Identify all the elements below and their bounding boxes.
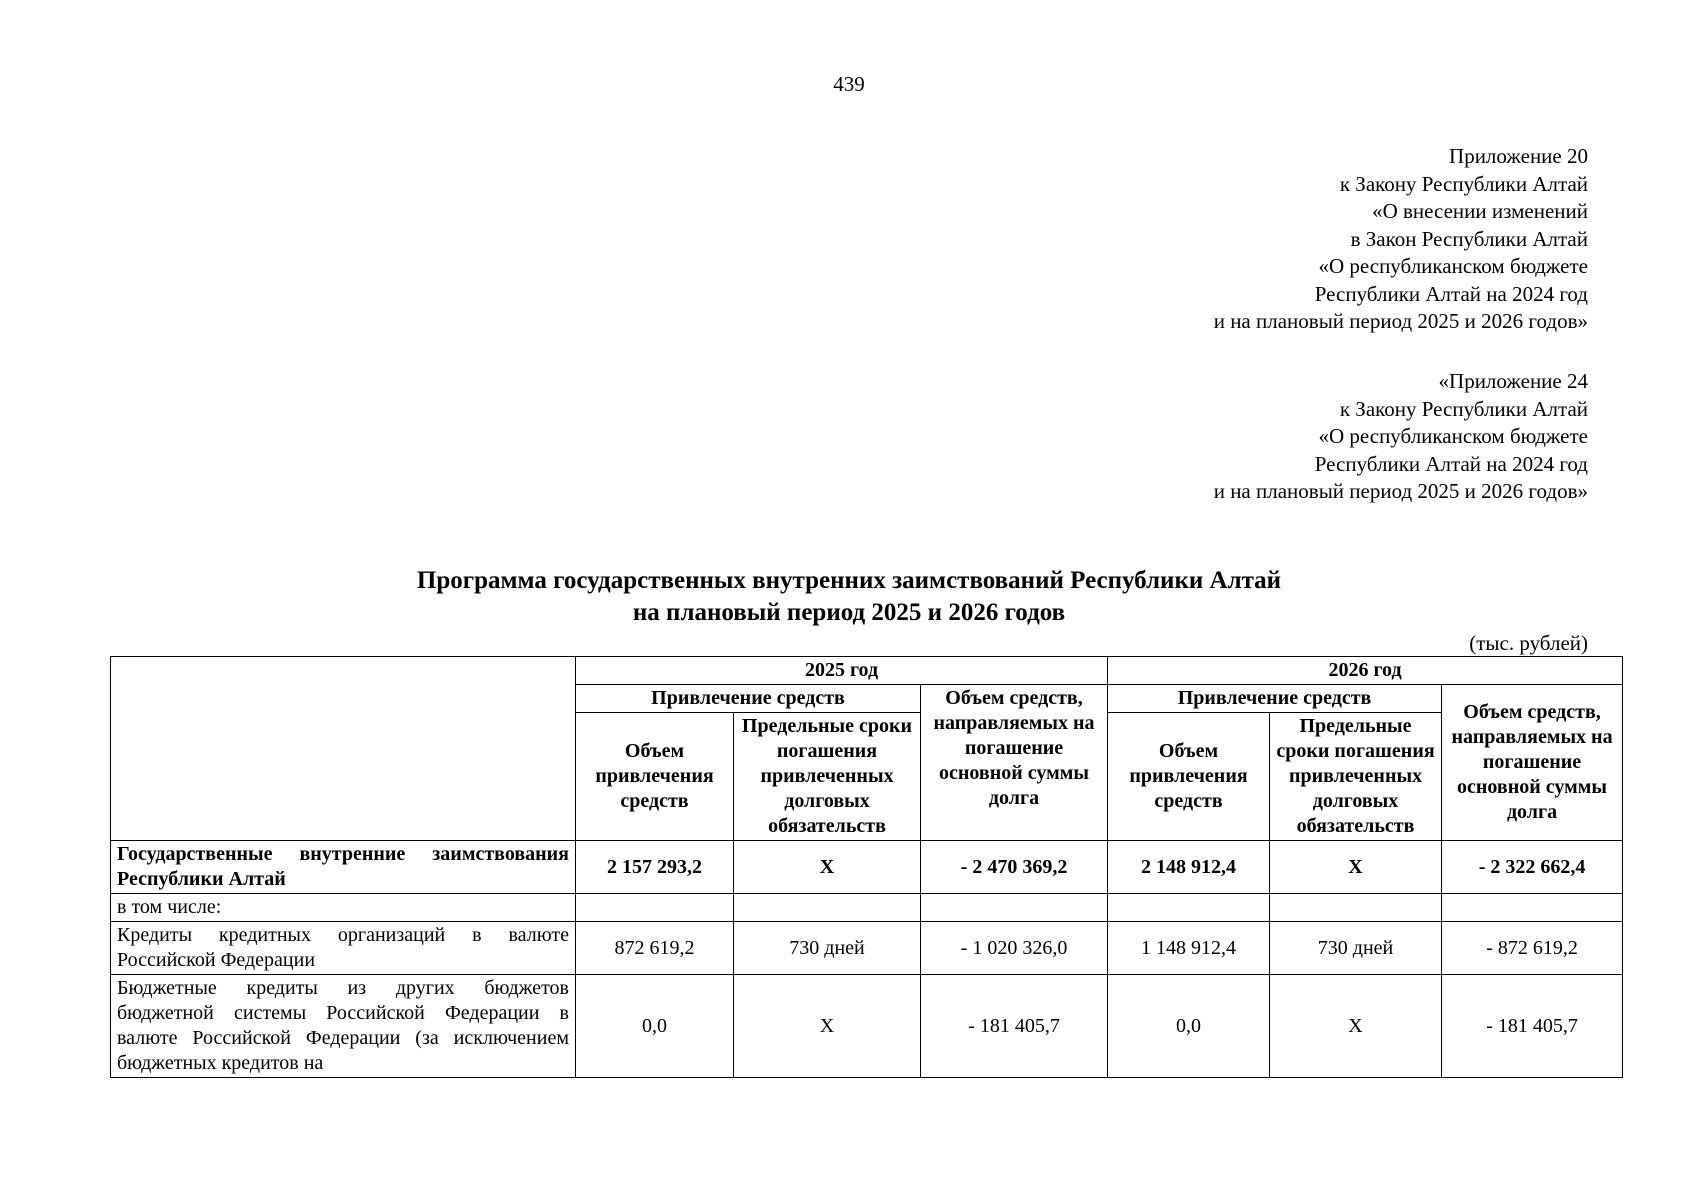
cell-terms-2025: Х — [734, 841, 921, 894]
cell-repayment-2025: - 2 470 369,2 — [921, 841, 1108, 894]
cell-volume-2025: 872 619,2 — [576, 922, 734, 975]
appendix-line: к Закону Республики Алтай — [1339, 171, 1588, 196]
header-row-years — [111, 657, 1623, 685]
cell-terms-2025 — [734, 894, 921, 922]
row-label: Бюджетные кредиты из других бюджетов бюджетной системы Российской Федерации в валюте Российской Федерации (за исключением бюджетных кредитов на — [111, 975, 576, 1078]
table-row-bank-credits — [111, 922, 1623, 975]
cell-repayment-2026: - 181 405,7 — [1442, 975, 1623, 1078]
cell-repayment-2025 — [921, 894, 1108, 922]
row-label: Государственные внутренние заимствования Республики Алтай — [111, 841, 576, 894]
cell-volume-2026 — [1108, 894, 1270, 922]
header-year-2025: 2025 год — [576, 657, 1108, 685]
header-terms-2026: Предельные сроки погашения привлеченных долговых обязательств — [1270, 713, 1442, 841]
cell-repayment-2026 — [1442, 894, 1623, 922]
cell-repayment-2026: - 872 619,2 — [1442, 922, 1623, 975]
appendix-line: в Закон Республики Алтай — [1350, 226, 1588, 251]
cell-terms-2025: Х — [734, 975, 921, 1078]
row-label: Кредиты кредитных организаций в валюте Российской Федерации — [111, 922, 576, 975]
appendix-line: «О республиканском бюджете — [1318, 424, 1588, 448]
table-row-including — [111, 894, 1623, 922]
table-row-budget-credits — [111, 975, 1623, 1078]
appendix-current-header — [1214, 143, 1588, 336]
row-label: в том числе: — [111, 894, 576, 922]
appendix-line: «О республиканском бюджете — [1318, 254, 1588, 278]
appendix-line: Республики Алтай на 2024 год — [1314, 281, 1588, 306]
header-terms-2025: Предельные сроки погашения привлеченных долговых обязательств — [734, 713, 921, 841]
cell-volume-2025 — [576, 894, 734, 922]
title-line: на плановый период 2025 и 2026 годов — [632, 599, 1066, 626]
header-attraction-2026: Привлечение средств — [1108, 685, 1442, 713]
appendix-line: «Приложение 24 — [1438, 369, 1588, 393]
appendix-line: «О внесении изменений — [1372, 199, 1588, 223]
cell-terms-2026: 730 дней — [1270, 922, 1442, 975]
cell-repayment-2026: - 2 322 662,4 — [1442, 841, 1623, 894]
cell-volume-2026: 1 148 912,4 — [1108, 922, 1270, 975]
document-title — [0, 565, 1698, 629]
cell-volume-2025: 2 157 293,2 — [576, 841, 734, 894]
header-volume-2025: Объем привлечения средств — [576, 713, 734, 841]
header-repayment-2025: Объем средств, направляемых на погашение основной суммы долга — [921, 685, 1108, 841]
units-label: (тыс. рублей) — [1469, 631, 1588, 655]
cell-repayment-2025: - 1 020 326,0 — [921, 922, 1108, 975]
header-volume-2026: Объем привлечения средств — [1108, 713, 1270, 841]
header-year-2026: 2026 год — [1108, 657, 1623, 685]
cell-volume-2026: 0,0 — [1108, 975, 1270, 1078]
header-repayment-2026: Объем средств, направляемых на погашение основной суммы долга — [1442, 685, 1623, 841]
appendix-original-header — [1214, 368, 1588, 506]
cell-repayment-2025: - 181 405,7 — [921, 975, 1108, 1078]
cell-terms-2025: 730 дней — [734, 922, 921, 975]
page-number: 439 — [833, 72, 865, 96]
appendix-line: и на плановый период 2025 и 2026 годов» — [1213, 479, 1588, 503]
title-line: Программа государственных внутренних заимствований Республики Алтай — [416, 567, 1282, 594]
table-row-total — [111, 841, 1623, 894]
cell-volume-2026: 2 148 912,4 — [1108, 841, 1270, 894]
header-empty-cell — [111, 657, 576, 841]
header-attraction-2025: Привлечение средств — [576, 685, 921, 713]
cell-volume-2025: 0,0 — [576, 975, 734, 1078]
cell-terms-2026: Х — [1270, 841, 1442, 894]
appendix-line: и на плановый период 2025 и 2026 годов» — [1213, 309, 1588, 333]
appendix-line: Республики Алтай на 2024 год — [1314, 451, 1588, 476]
borrowing-program-table — [110, 656, 1623, 1078]
cell-terms-2026: Х — [1270, 975, 1442, 1078]
appendix-line: к Закону Республики Алтай — [1339, 396, 1588, 421]
appendix-line: Приложение 20 — [1449, 144, 1588, 168]
cell-terms-2026 — [1270, 894, 1442, 922]
